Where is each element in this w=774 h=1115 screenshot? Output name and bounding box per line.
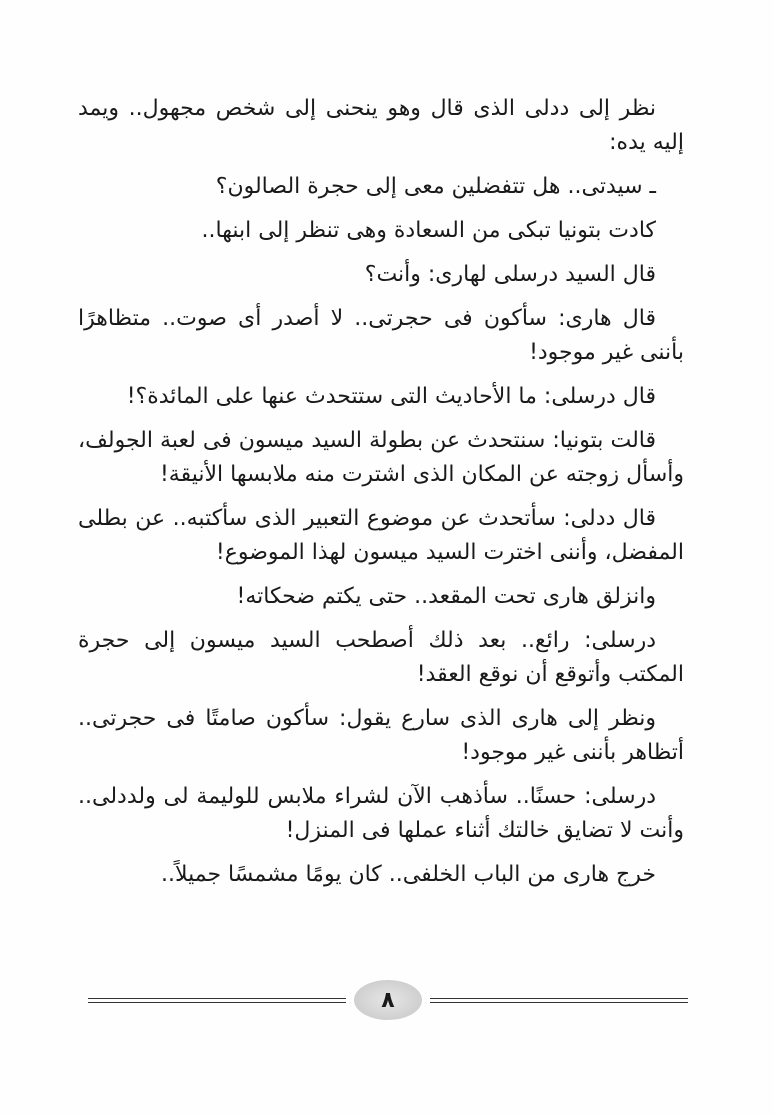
paragraph-9: وانزلق هارى تحت المقعد.. حتى يكتم ضحكاته! bbox=[236, 584, 656, 609]
paragraph-4: قال السيد درسلى لهارى: وأنت؟ bbox=[364, 262, 656, 287]
paragraph-10: درسلى: رائع.. بعد ذلك أصطحب السيد ميسون إلى حجرة المكتب وأتوقع أن نوقع العقد! bbox=[78, 628, 684, 687]
paragraph-1: نظر إلى ددلى الذى قال وهو ينحنى إلى شخص مجهول.. ويمد إليه يده: bbox=[78, 96, 684, 155]
page-number: ٨ bbox=[381, 987, 395, 1013]
body-text bbox=[78, 92, 684, 902]
footer-rule-left bbox=[88, 998, 346, 1003]
paragraph-8: قال ددلى: سأتحدث عن موضوع التعبير الذى سأكتبه.. عن بطلى المفضل، وأننى اخترت السيد ميسون لهذا الموضوع! bbox=[78, 506, 684, 565]
paragraph-6: قال درسلى: ما الأحاديث التى ستتحدث عنها على المائدة؟! bbox=[126, 384, 656, 409]
page-number-badge bbox=[354, 980, 422, 1020]
paragraph-3: كادت بتونيا تبكى من السعادة وهى تنظر إلى ابنها.. bbox=[201, 218, 656, 243]
footer-rule-right bbox=[430, 998, 688, 1003]
paragraph-5: قال هارى: سأكون فى حجرتى.. لا أصدر أى صوت.. متظاهرًا بأننى غير موجود! bbox=[78, 306, 684, 365]
paragraph-7: قالت بتونيا: سنتحدث عن بطولة السيد ميسون فى لعبة الجولف، وأسأل زوجته عن المكان الذى اشترت منه ملابسها الأنيقة! bbox=[78, 428, 684, 487]
paragraph-11: ونظر إلى هارى الذى سارع يقول: سأكون صامتًا فى حجرتى.. أتظاهر بأننى غير موجود! bbox=[78, 706, 684, 765]
page-footer bbox=[88, 978, 688, 1022]
paragraph-12: درسلى: حسنًا.. سأذهب الآن لشراء ملابس للوليمة لى ولددلى.. وأنت لا تضايق خالتك أثناء عملها فى المنزل! bbox=[78, 784, 684, 843]
paragraph-2: ـ سيدتى.. هل تتفضلين معى إلى حجرة الصالون؟ bbox=[215, 174, 656, 199]
paragraph-13: خرج هارى من الباب الخلفى.. كان يومًا مشمسًا جميلاً.. bbox=[160, 862, 656, 887]
